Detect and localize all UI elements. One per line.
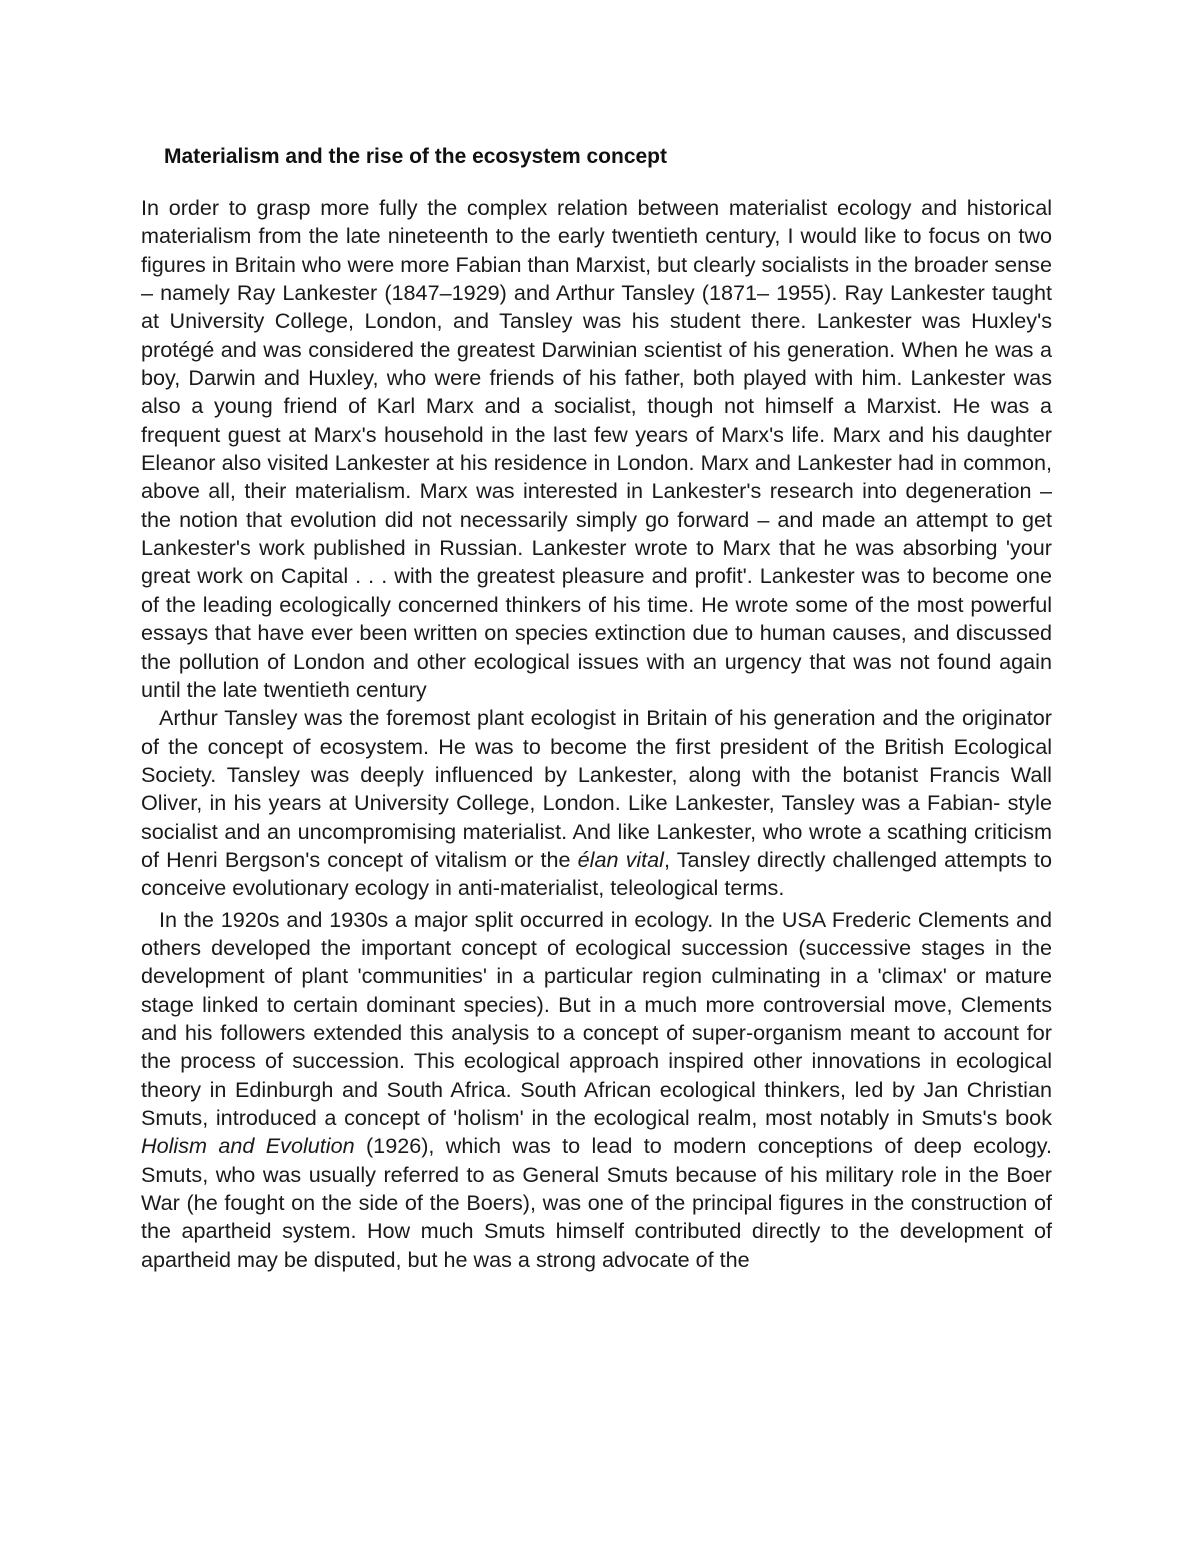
paragraph-1-text: In order to grasp more fully the complex relation between materialist ecology and historical materialism from the late nineteenth to the early twentieth century, I would like to focus on two figures in Britain who were more Fabian than Marxist, but clearly socialists in the broader sense – namely Ray Lankester (1847–1929) and Arthur Tansley (1871– 1955). Ray Lankester taught at University College, London, and Tansley was his student there. Lankester was Huxley's protégé and was considered the greatest Darwinian scientist of his generation. When he was a boy, Darwin and Huxley, who were friends of his father, both played with him. Lankester was also a young friend of Karl Marx and a socialist, though not himself a Marxist. He was a frequent guest at Marx's household in the last few years of Marx's life. Marx and his daughter Eleanor also visited Lankester at his residence in London. Marx and Lankester had in common, above all, their materialism. Marx was interested in Lankester's research into degeneration – the notion that evolution did not necessarily simply go forward – and made an attempt to get Lankester's work published in Russian. Lankester wrote to Marx that he was absorbing 'your great work on Capital . . . with the greatest pleasure and profit'. Lankester was to become one of the leading ecologically concerned thinkers of his time. He wrote some of the most powerful essays that have ever been written on species extinction due to human causes, and discussed the pollution of London and other ecological issues with an urgency that was not found again until the late twentieth century [141,195,1052,702]
paragraph-2-italic-term: élan vital [577,846,664,872]
body-text [141,194,1052,1274]
paragraph-2-text-a: Arthur Tansley was the foremost plant ecologist in Britain of his generation and the originator of the concept of ecosystem. He was to become the first president of the British Ecological Society. Tansley was deeply influenced by Lankester, along with the botanist Francis Wall Oliver, in his years at University College, London. Like Lankester, Tansley was a Fabian- style socialist and an uncompromising materialist. And like Lankester, who wrote a scathing criticism of Henri Bergson's concept of vitalism or the [141,705,1052,872]
paragraph-2-text-b: , Tansley directly challenged attempts to conceive evolutionary ecology in anti-materialist, teleological terms. [141,846,1053,901]
page-title: Materialism and the rise of the ecosystem concept [164,145,667,168]
paragraph-1 [141,194,1052,704]
paragraph-3 [141,906,1052,1274]
paragraph-3-book-title: Holism and Evolution [141,1133,355,1159]
paragraph-3-text-b: (1926), which was to lead to modern conceptions of deep ecology. Smuts, who was usually referred to as General Smuts because of his military role in the Boer War (he fought on the side of the Boers), was one of the principal figures in the construction of the apartheid system. How much Smuts himself contributed directly to the development of apartheid may be disputed, but he was a strong advocate of the [141,1133,1052,1272]
paragraph-3-text-a: In the 1920s and 1930s a major split occurred in ecology. In the USA Frederic Clements and others developed the important concept of ecological succession (successive stages in the development of plant 'communities' in a particular region culminating in a 'climax' or mature stage linked to certain dominant species). But in a much more controversial move, Clements and his followers extended this analysis to a concept of super-organism meant to account for the process of succession. This ecological approach inspired other innovations in ecological theory in Edinburgh and South Africa. South African ecological thinkers, led by Jan Christian Smuts, introduced a concept of 'holism' in the ecological realm, most notably in Smuts's book [141,906,1052,1130]
paragraph-2 [141,704,1052,902]
